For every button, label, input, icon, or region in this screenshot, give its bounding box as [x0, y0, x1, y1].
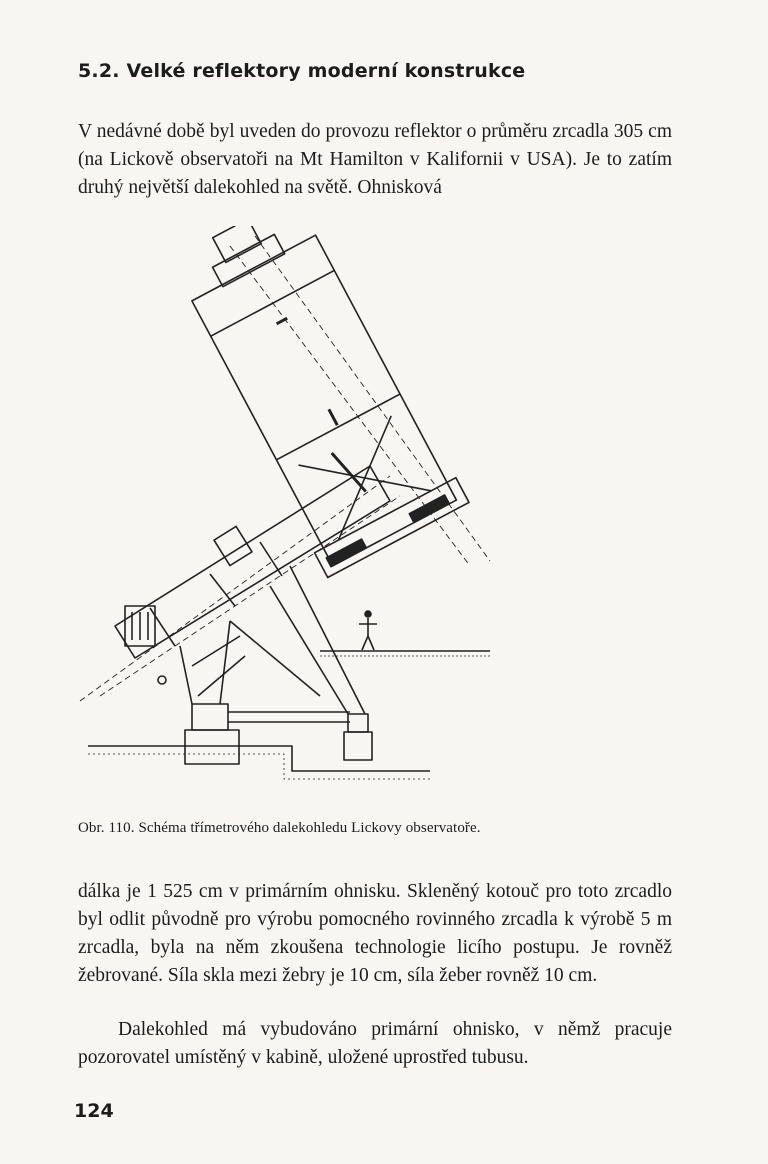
paragraph-prime-focus: Dalekohled má vybudováno primární ohnisko, v němž pracuje pozorovatel umístěný v kabině, uložené uprostřed tubusu. [78, 1019, 672, 1068]
page-number: 124 [74, 1100, 114, 1122]
paragraph-intro: V nedávné době byl uveden do provozu reflektor o průměru zrcadla 305 cm (na Lickově observatoři na Mt Hamilton v Kalifornii v USA). Je to zatím druhý největší dalekohled na světě. Ohnisková [78, 121, 672, 198]
paragraph-focal-length: dálka je 1 525 cm v primárním ohnisku. Skleněný kotouč pro toto zrcadlo byl odlit původně pro výrobu pomocného rovinného zrcadla k výrobě 5 m zrcadla, byla na něm zkoušena technologie licího postupu. Je rovněž žebrované. Síla skla mezi žebry je 10 cm, síla žeber rovněž 10 cm. [78, 881, 672, 986]
telescope-figure [70, 226, 700, 806]
section-heading: 5.2. Velké reflektory moderní konstrukce [78, 60, 526, 82]
telescope-schematic-icon [70, 226, 700, 806]
figure-caption: Obr. 110. Schéma třímetrového dalekohledu Lickovy observatoře. [78, 820, 481, 836]
